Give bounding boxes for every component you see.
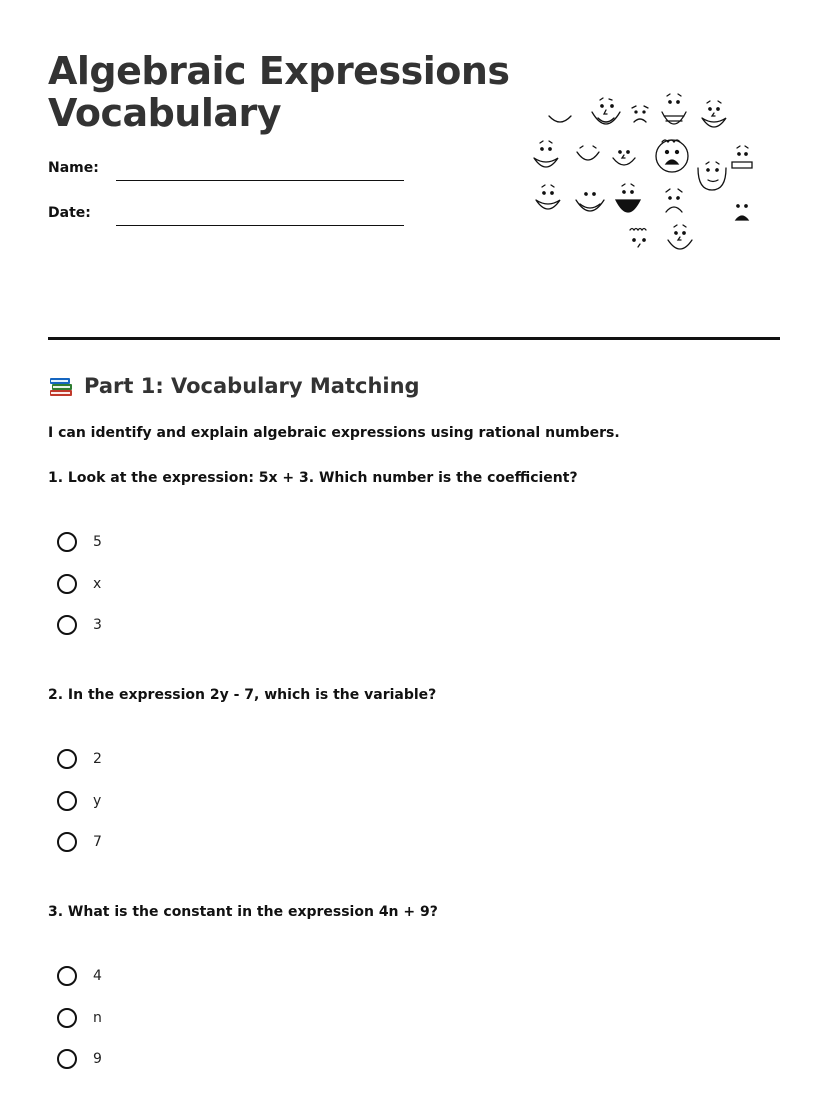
radio-button[interactable] bbox=[57, 791, 77, 811]
question-3-option-1[interactable] bbox=[57, 966, 102, 986]
option-label: 5 bbox=[93, 534, 102, 550]
face-icon bbox=[549, 116, 571, 122]
face-icon bbox=[732, 146, 752, 168]
section-divider bbox=[48, 337, 780, 340]
radio-button[interactable] bbox=[57, 832, 77, 852]
section-title-text: Part 1: Vocabulary Matching bbox=[84, 374, 420, 398]
face-icon bbox=[592, 98, 620, 124]
section-heading bbox=[48, 374, 420, 398]
radio-button[interactable] bbox=[57, 574, 77, 594]
option-label: 2 bbox=[93, 751, 102, 767]
face-icon bbox=[736, 205, 748, 220]
question-1-option-3[interactable] bbox=[57, 615, 102, 635]
name-label: Name: bbox=[48, 160, 99, 176]
cartoon-faces-illustration bbox=[528, 92, 758, 262]
radio-button[interactable] bbox=[57, 615, 77, 635]
face-icon bbox=[656, 140, 688, 172]
option-label: n bbox=[93, 1010, 102, 1026]
face-icon bbox=[577, 146, 599, 160]
books-icon bbox=[48, 374, 74, 398]
question-2-option-3[interactable] bbox=[57, 832, 102, 852]
date-label: Date: bbox=[48, 205, 91, 221]
face-icon bbox=[666, 189, 682, 212]
face-icon bbox=[662, 94, 686, 124]
face-icon bbox=[534, 141, 558, 167]
option-label: 9 bbox=[93, 1051, 102, 1067]
question-2-option-2[interactable] bbox=[57, 791, 101, 811]
question-1-option-2[interactable] bbox=[57, 574, 101, 594]
face-icon bbox=[668, 225, 692, 249]
face-icon bbox=[616, 184, 640, 212]
title-line-2: Vocabulary bbox=[48, 91, 282, 135]
face-icon bbox=[698, 162, 726, 190]
option-label: x bbox=[93, 576, 102, 592]
option-label: 7 bbox=[93, 834, 102, 850]
option-label: 3 bbox=[93, 617, 102, 633]
question-3-text: 3. What is the constant in the expression 4n + 9? bbox=[48, 904, 438, 920]
radio-button[interactable] bbox=[57, 1008, 77, 1028]
face-icon bbox=[613, 151, 635, 165]
question-3-option-2[interactable] bbox=[57, 1008, 102, 1028]
question-1-text: 1. Look at the expression: 5x + 3. Which number is the coefficient? bbox=[48, 470, 578, 486]
question-2-text: 2. In the expression 2y - 7, which is the variable? bbox=[48, 687, 437, 703]
question-3-option-3[interactable] bbox=[57, 1049, 102, 1069]
option-label: y bbox=[93, 793, 102, 809]
face-icon bbox=[632, 106, 648, 122]
title-line-1: Algebraic Expressions bbox=[48, 49, 510, 93]
learning-objective: I can identify and explain algebraic expressions using rational numbers. bbox=[48, 425, 620, 441]
question-2-option-1[interactable] bbox=[57, 749, 102, 769]
radio-button[interactable] bbox=[57, 749, 77, 769]
radio-button[interactable] bbox=[57, 966, 77, 986]
worksheet-title bbox=[48, 50, 510, 134]
option-label: 4 bbox=[93, 968, 102, 984]
name-field-line[interactable] bbox=[116, 180, 404, 181]
question-1-option-1[interactable] bbox=[57, 532, 102, 552]
date-field-line[interactable] bbox=[116, 225, 404, 226]
radio-button[interactable] bbox=[57, 532, 77, 552]
radio-button[interactable] bbox=[57, 1049, 77, 1069]
face-icon bbox=[630, 229, 646, 248]
face-icon bbox=[536, 185, 560, 209]
face-icon bbox=[576, 193, 604, 211]
face-icon bbox=[702, 101, 726, 127]
